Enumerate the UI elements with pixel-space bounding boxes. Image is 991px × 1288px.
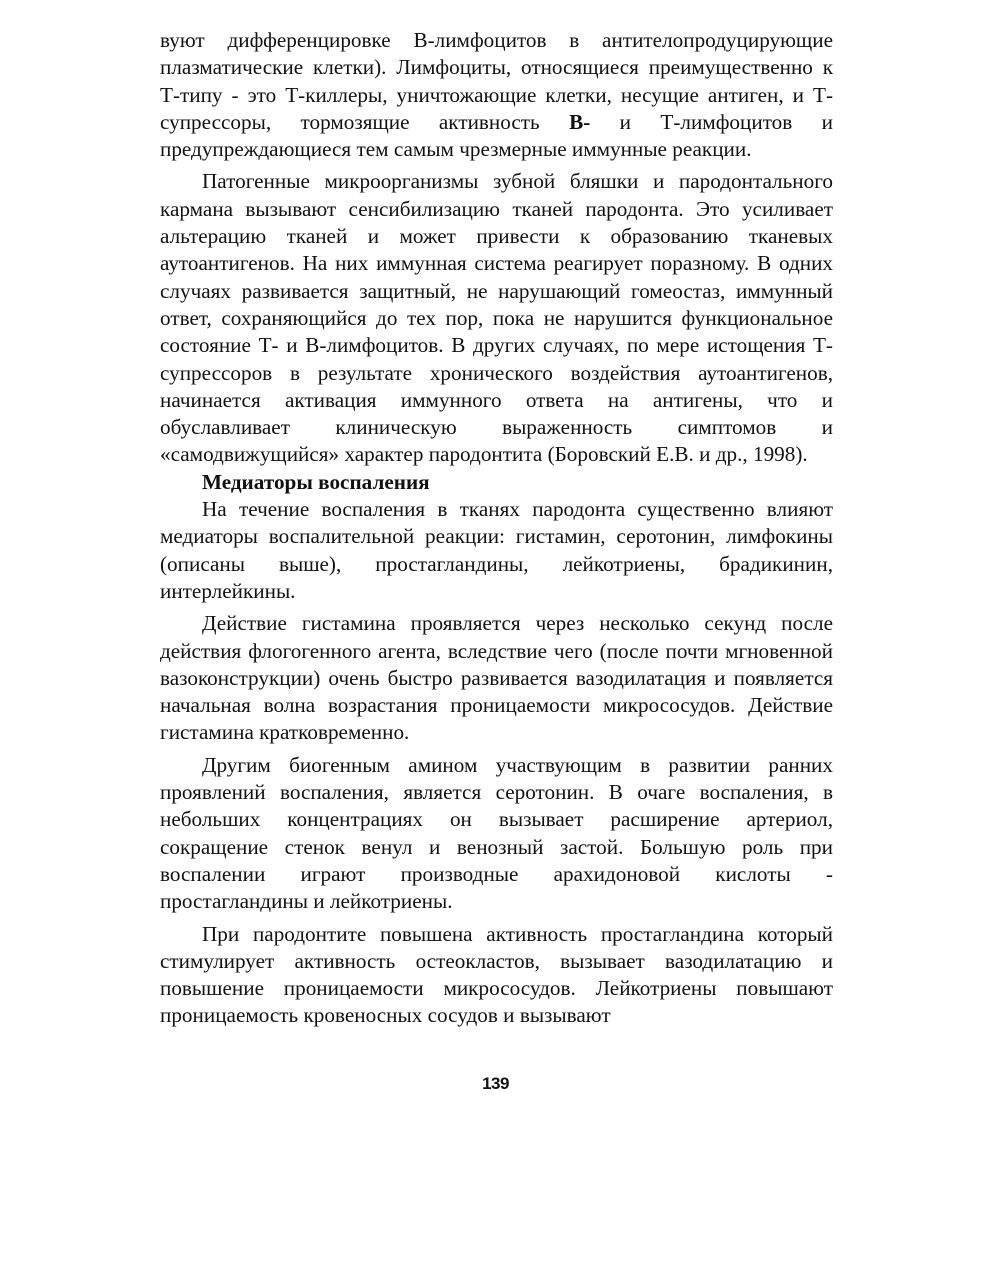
page-number: 139 bbox=[482, 1074, 509, 1093]
page-text bbox=[160, 27, 833, 1030]
section-heading: Медиаторы воспаления bbox=[202, 469, 430, 494]
paragraph-histamine: Действие гистамина проявляется через несколько секунд после действия флогогенного агента, вследствие чего (после почти мгновенной вазоконструкции) очень быстро развивается вазодилатация и появляется начальная волна возрастания проницаемости микрососудов. Действие гистамина кратковременно. bbox=[160, 611, 833, 745]
paragraph-mediators: На течение воспаления в тканях пародонта существенно влияют медиаторы воспалительной реакции: гистамин, серотонин, лимфокины (описаны выше), простагландины, лейкотриены, брадикинин, интерлейкины. bbox=[160, 497, 833, 603]
paragraph-prostaglandins: При пародонтите повышена активность простагландина который стимулирует активность остеокластов, вызывает вазодилатацию и повышение проницаемости микрососудов. Лейкотриены повышают проницаемость кровеносных сосудов и вызывают bbox=[160, 921, 833, 1028]
paragraph-lymphocytes-end: и Т-лимфоцитов и предупреждающиеся тем самым чрезмерные иммунные реакции. bbox=[160, 109, 834, 162]
paragraph-pathogens: Патогенные микроорганизмы зубной бляшки и пародонтального кармана вызывают сенсибилизацию тканей пародонта. Это усиливает альтерацию тканей и может привести к образованию тканевых аутоантигенов. На них иммунная система реагирует поразному. В одних случаях развивается защитный, не нарушающий гомеостаз, иммунный ответ, сохраняющийся до тех пор, пока не нарушится функциональное состояние Т- и В-лимфоцитов. В других случаях, по мере истощения Т-супрессоров в результате хронического воздействия аутоантигенов, начинается активация иммунного ответа на антигены, что и обуславливает клиническую выраженность симптомов и «самодвижущийся» характер пародонтита (Боровский Е.В. и др., 1998). bbox=[160, 169, 833, 467]
paragraph-serotonin: Другим биогенным амином участвующим в развитии ранних проявлений воспаления, является серотонин. В очаге воспаления, в небольших концентрациях он вызывает расширение артериол, сокращение стенок венул и венозный застой. Большую роль при воспалении играют производные арахидоновой кислоты - простагландины и лейкотриены. bbox=[160, 752, 833, 914]
paragraph-lymphocytes bbox=[160, 27, 833, 163]
bold-b-letter: В- bbox=[569, 109, 591, 134]
paragraph-lymphocytes-start: вуют дифференцировке В-лимфоцитов в антителопродуцирующие плазматические клетки). Лимфоциты, относящиеся преимущественно к Т-типу - это Т-киллеры, уничтожающие клетки, несущие антиген, и Т-супрессоры, тормозящие активность bbox=[160, 28, 833, 134]
